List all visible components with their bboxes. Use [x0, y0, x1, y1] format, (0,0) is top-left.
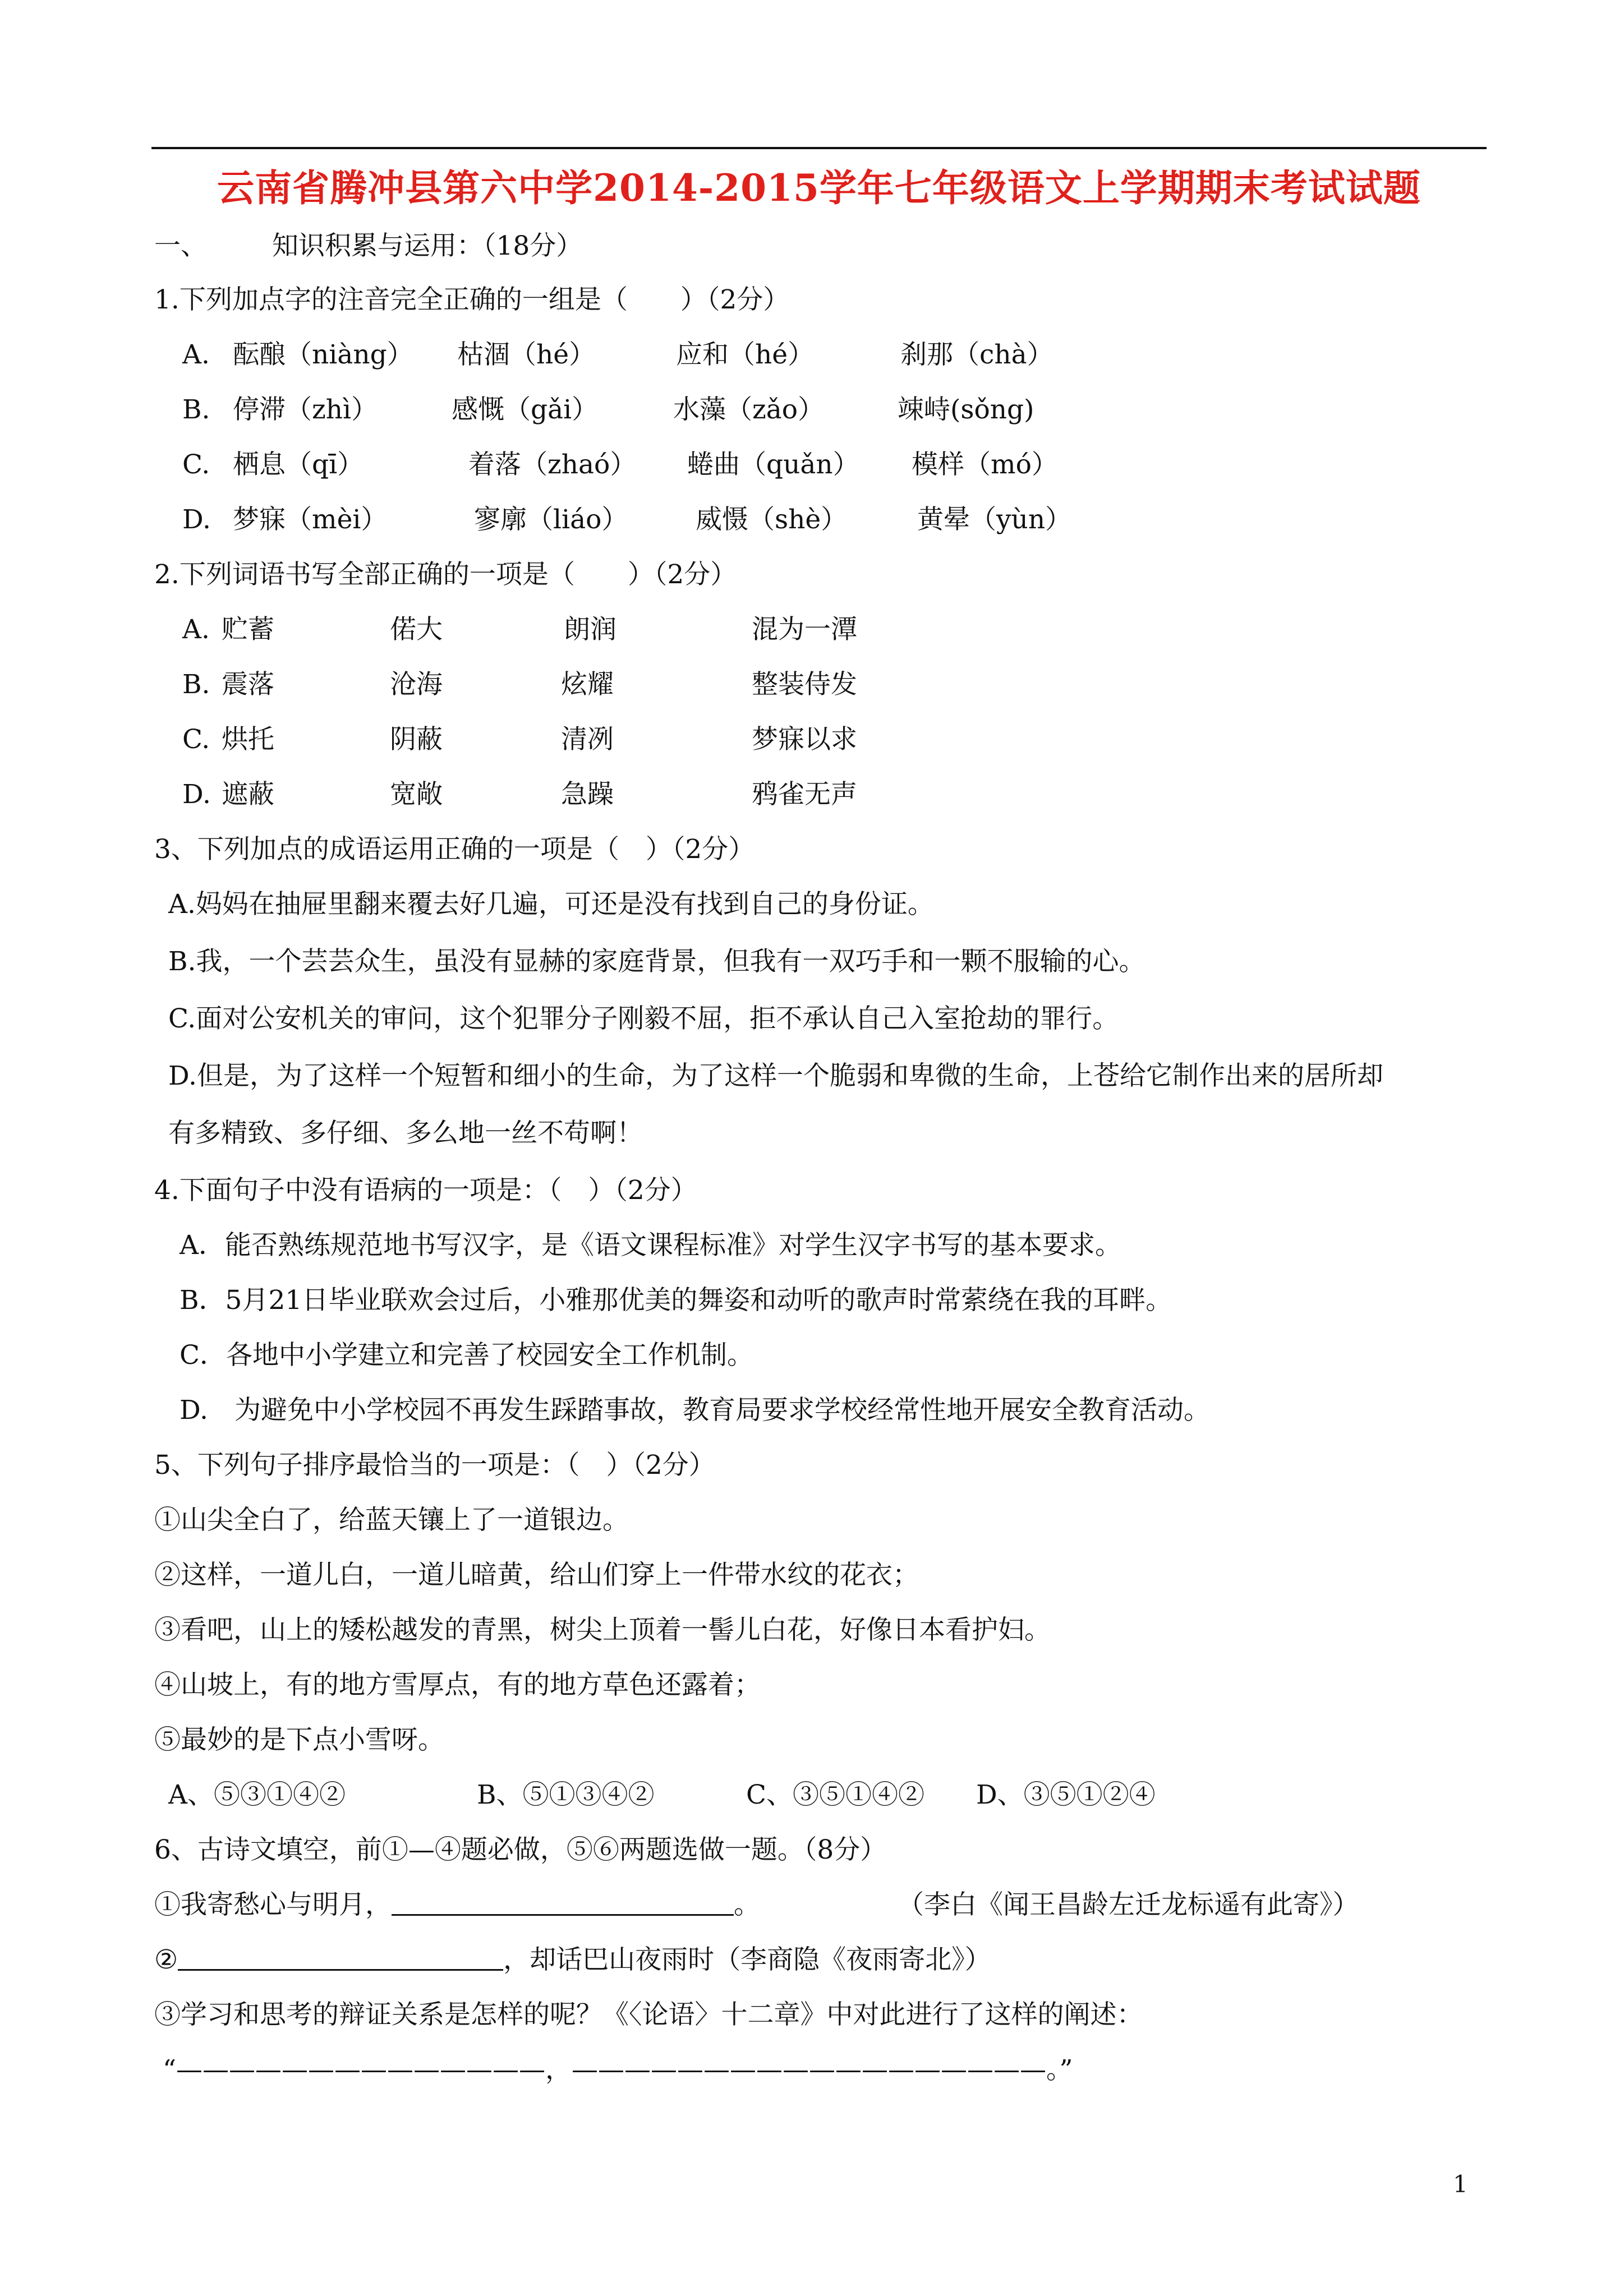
question-5-sentence-3: ③看吧，山上的矮松越发的青黑，树尖上顶着一髻儿白花，好像日本看护妇。	[154, 1615, 1051, 1645]
question-2-stem: 2.下列词语书写全部正确的一项是（ ）（2分）	[154, 559, 737, 590]
question-6-line-3: ③学习和思考的辩证关系是怎样的呢？《〈论语〉十二章》中对此进行了这样的阐述：	[154, 1999, 1143, 2030]
question-5-sentence-5: ⑤最妙的是下点小雪呀。	[154, 1725, 444, 1755]
question-6-line-4: “——————————————，——————————————————。”	[163, 2054, 1073, 2085]
question-3-option-d: D.但是，为了这样一个短暂和细小的生命，为了这样一个脆弱和卑微的生命，上苍给它制作出来的居所却	[168, 1061, 1383, 1091]
question-3-option-b: B.我，一个芸芸众生，虽没有显赫的家庭背景，但我有一双巧手和一颗不服输的心。	[168, 946, 1145, 977]
answer-blank-2[interactable]	[178, 1941, 503, 1971]
question-1-stem: 1.下列加点字的注音完全正确的一组是（ ）（2分）	[154, 284, 790, 315]
question-4-option-b: B．5月21日毕业联欢会过后，小雅那优美的舞姿和动听的歌声时常萦绕在我的耳畔。	[180, 1285, 1172, 1316]
question-5-stem: 5、下列句子排序最恰当的一项是：（ ）（2分）	[154, 1450, 715, 1481]
section-title: 知识积累与运用：（18分）	[272, 230, 583, 261]
question-6-stem: 6、古诗文填空，前①—④题必做，⑤⑥两题选做一题。（8分）	[154, 1834, 887, 1865]
header-rule	[151, 147, 1487, 149]
question-4-option-c: C．各地中小学建立和完善了校园安全工作机制。	[180, 1340, 753, 1371]
document-title: 云南省腾冲县第六中学2014-2015学年七年级语文上学期期末考试试题	[217, 166, 1421, 210]
question-5-sentence-2: ②这样，一道儿白，一道儿暗黄，给山们穿上一件带水纹的花衣；	[154, 1560, 919, 1590]
question-3-option-a: A.妈妈在抽屉里翻来覆去好几遍，可还是没有找到自己的身份证。	[168, 889, 934, 920]
question-4-option-a: A．能否熟练规范地书写汉字，是《语文课程标准》对学生汉字书写的基本要求。	[180, 1230, 1121, 1261]
answer-blank-1[interactable]	[392, 1886, 734, 1916]
section-number: 一、	[154, 230, 207, 261]
question-5-sentence-4: ④山坡上，有的地方雪厚点，有的地方草色还露着；	[154, 1670, 761, 1700]
question-3-stem: 3、下列加点的成语运用正确的一项是（ ）（2分）	[154, 834, 755, 865]
question-6-line-1-source: （李白《闻王昌龄左迁龙标遥有此寄》）	[898, 1889, 1359, 1920]
question-4-option-d: D. 为避免中小学校园不再发生踩踏事故，教育局要求学校经常性地开展安全教育活动。	[180, 1395, 1210, 1426]
question-3-option-d-continued: 有多精致、多仔细、多么地一丝不苟啊！	[168, 1118, 643, 1149]
question-3-option-c: C.面对公安机关的审问，这个犯罪分子刚毅不屈，拒不承认自己入室抢劫的罪行。	[168, 1003, 1119, 1034]
question-5-sentence-1: ①山尖全白了，给蓝天镶上了一道银边。	[154, 1505, 629, 1536]
question-4-stem: 4.下面句子中没有语病的一项是：（ ）（2分）	[154, 1175, 697, 1206]
page-number: 1	[1453, 2170, 1468, 2198]
